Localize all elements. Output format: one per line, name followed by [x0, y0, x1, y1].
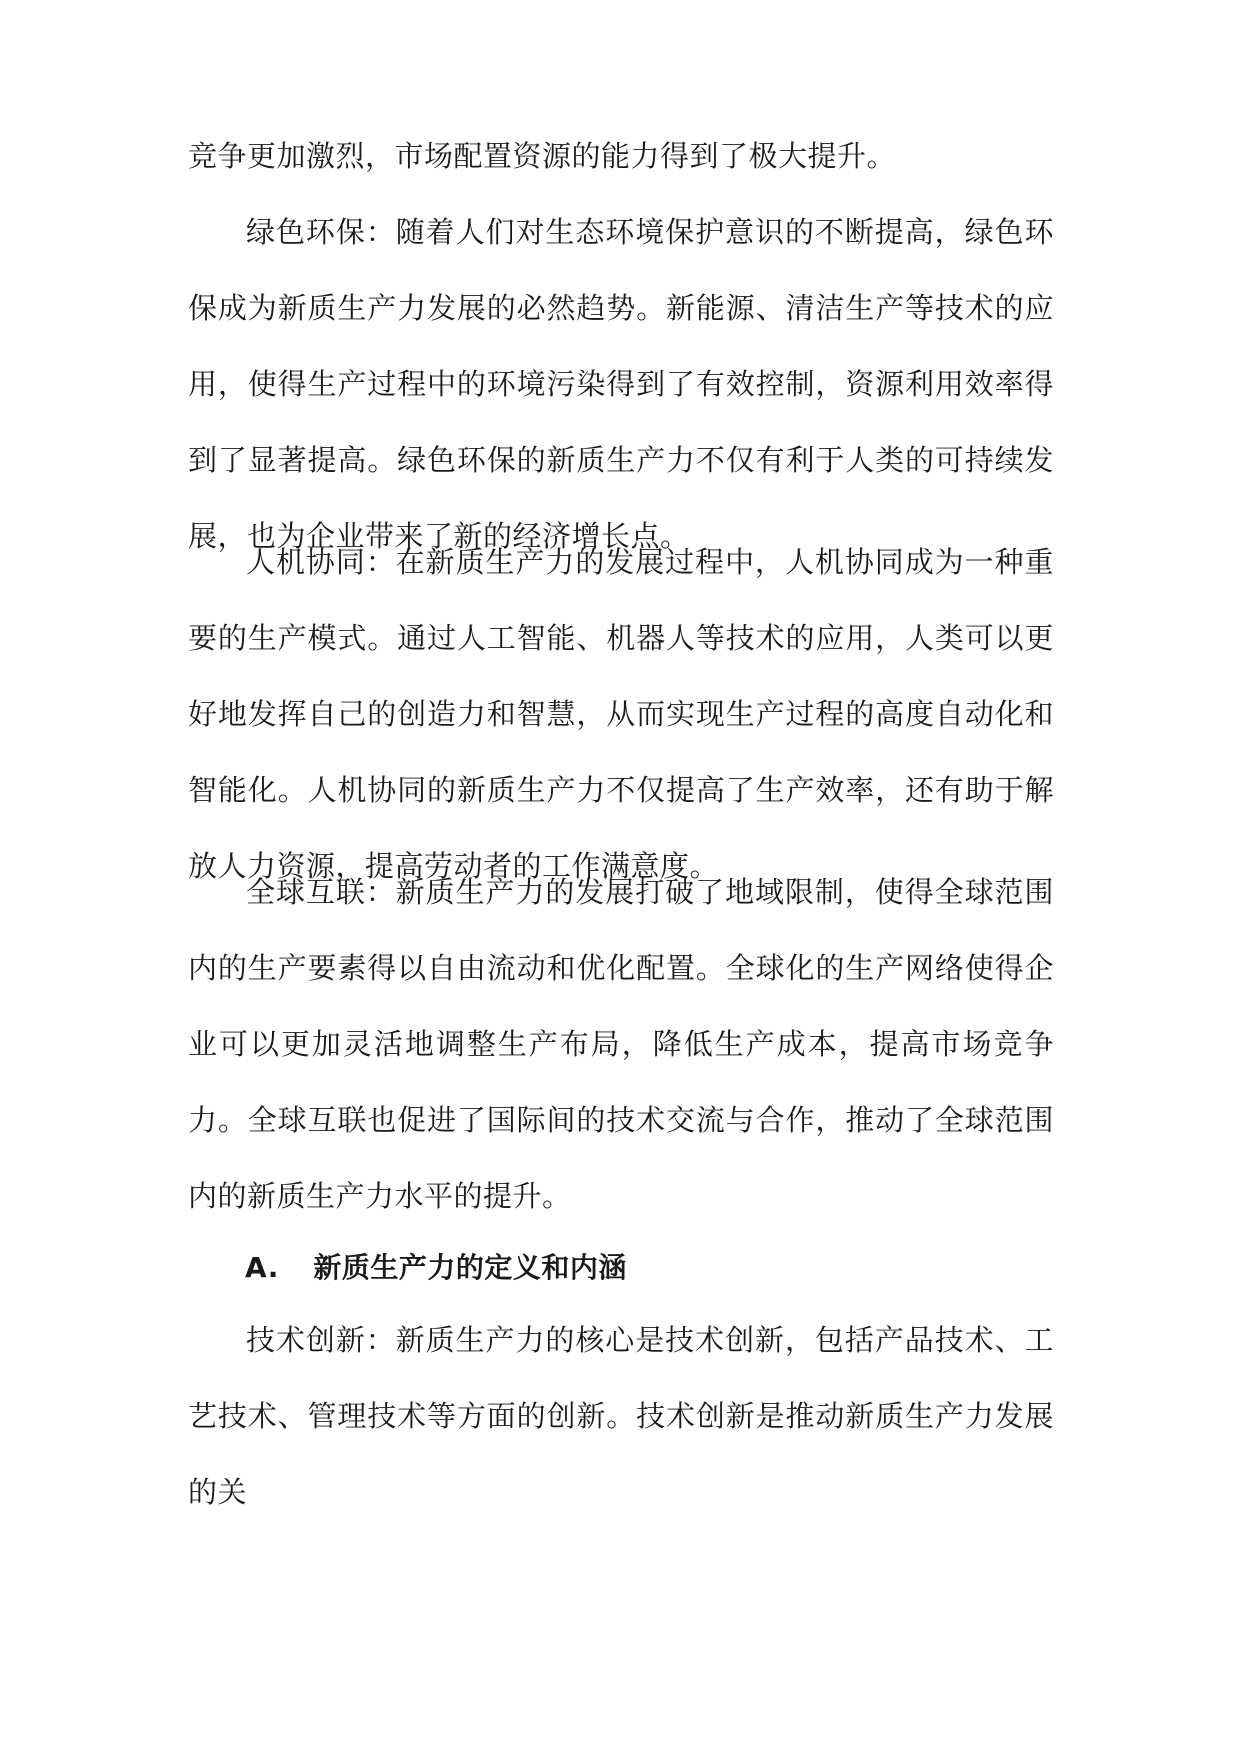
paragraph-green-environment: 绿色环保：随着人们对生态环境保护意识的不断提高，绿色环保成为新质生产力发展的必然趋势。新能源、清洁生产等技术的应用，使得生产过程中的环境污染得到了有效控制，资源利用效率得到了显著提高。绿色环保的新质生产力不仅有利于人类的可持续发展，也为企业带来了新的经济增长点。: [188, 215, 1054, 553]
paragraph-technological-innovation: 技术创新：新质生产力的核心是技术创新，包括产品技术、工艺技术、管理技术等方面的创新。技术创新是推动新质生产力发展的关: [188, 1323, 1054, 1509]
section-heading: [245, 1248, 1045, 1288]
paragraph-human-machine-collaboration: 人机协同：在新质生产力的发展过程中，人机协同成为一种重要的生产模式。通过人工智能、机器人等技术的应用，人类可以更好地发挥自己的创造力和智慧，从而实现生产过程的高度自动化和智能化。人机协同的新质生产力不仅提高了生产效率，还有助于解放人力资源，提高劳动者的工作满意度。: [188, 545, 1054, 883]
paragraph-global-interconnection: 全球互联：新质生产力的发展打破了地域限制，使得全球范围内的生产要素得以自由流动和优化配置。全球化的生产网络使得企业可以更加灵活地调整生产布局，降低生产成本，提高市场竞争力。全球互联也促进了国际间的技术交流与合作，推动了全球范围内的新质生产力水平的提升。: [188, 875, 1054, 1213]
section-title: 新质生产力的定义和内涵: [313, 1251, 627, 1284]
section-number: A.: [245, 1251, 279, 1284]
paragraph-continuation: 竞争更加激烈，市场配置资源的能力得到了极大提升。: [188, 139, 897, 173]
